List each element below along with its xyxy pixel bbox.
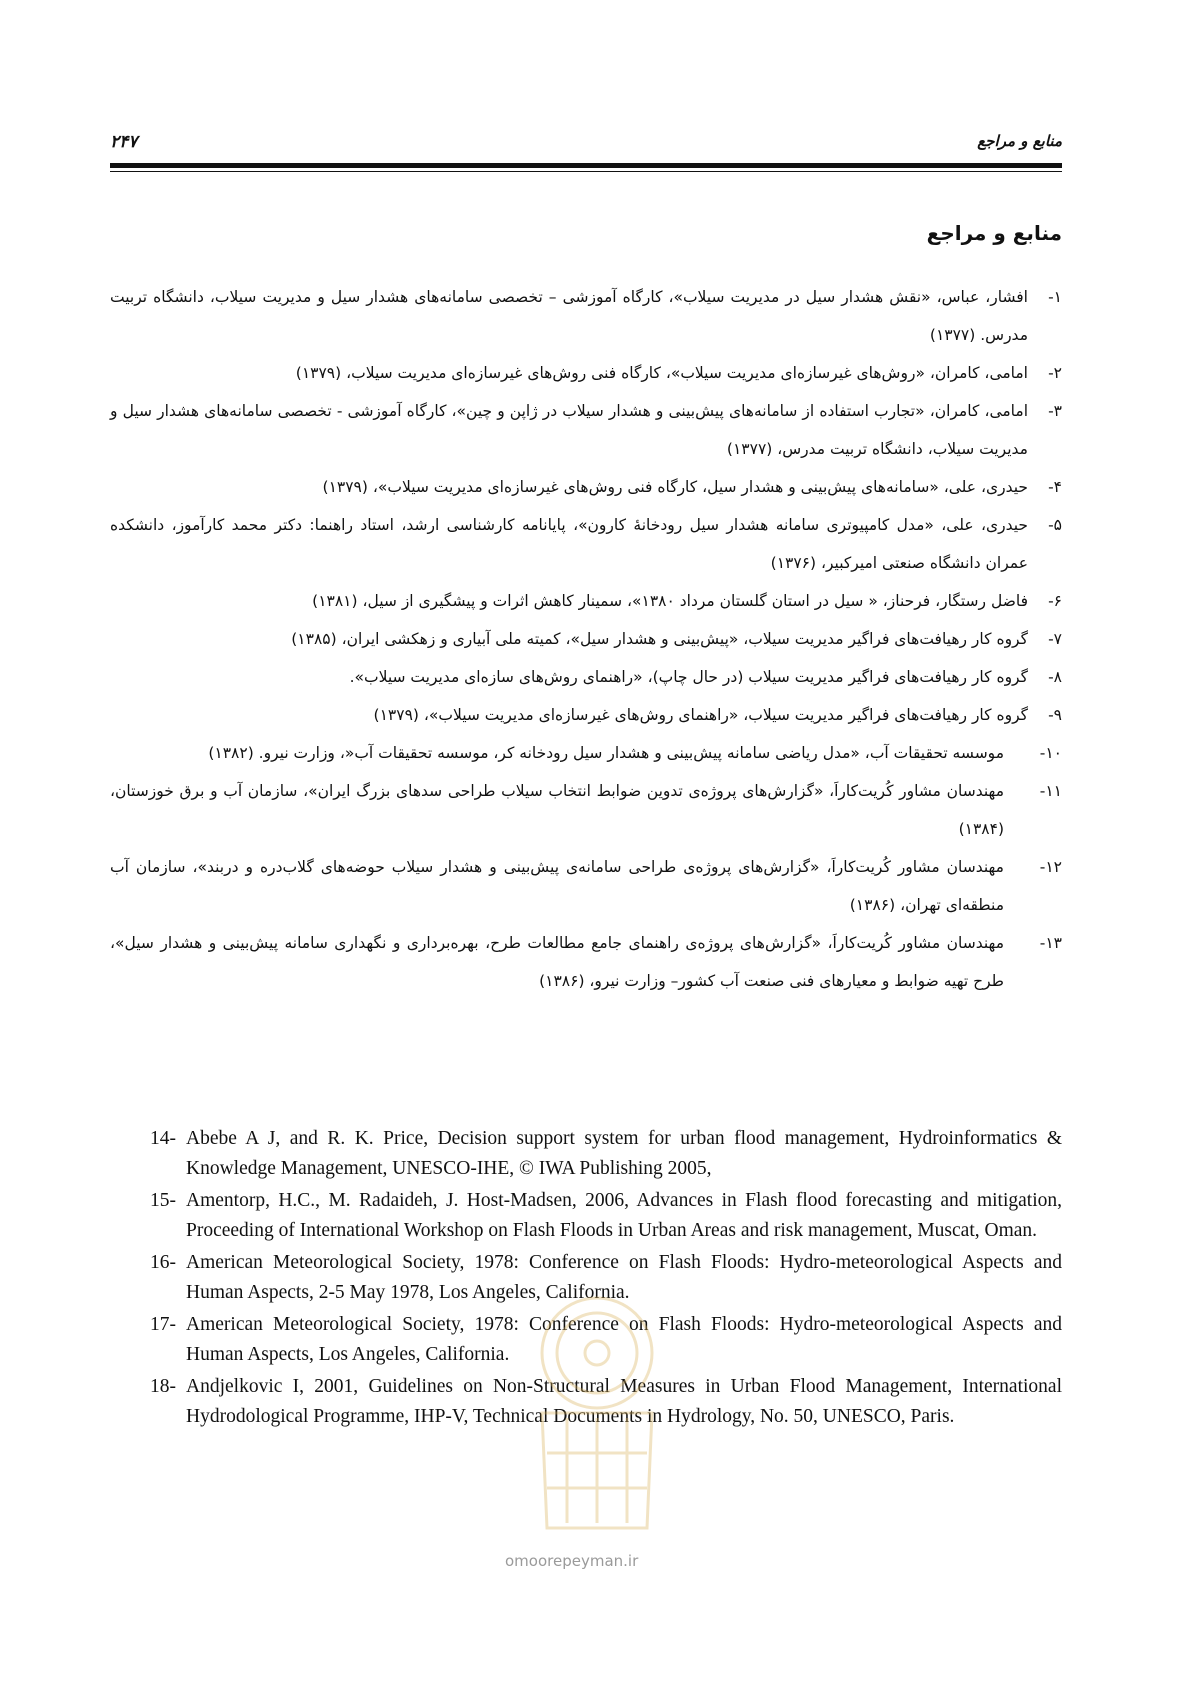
- reference-item: [110, 696, 1062, 734]
- reference-number: ۸-: [1048, 668, 1062, 686]
- reference-number: ۱۲-: [1039, 858, 1062, 876]
- reference-number: 18-: [150, 1376, 176, 1397]
- reference-item: [110, 924, 1062, 1000]
- reference-text: مهندسان مشاور کُریت‌کاراَ، «گزارش‌های پروژه‌ی راهنمای جامع مطالعات طرح، بهره‌برداری و نگهداری سامانه پیش‌بینی و هشدار سیل»، طرح تهیه ضوابط و معیارهای فنی صنعت آب کشور– وزارت نیرو، (۱۳۸۶): [110, 934, 1004, 990]
- reference-number: ۵-: [1048, 516, 1062, 534]
- reference-text: American Meteorological Society, 1978: Conference on Flash Floods: Hydro-meteorological Aspects and Human Aspects, Los Angeles, California.: [186, 1314, 1062, 1365]
- reference-item: [110, 582, 1062, 620]
- reference-item: [110, 392, 1062, 468]
- reference-text: حیدری، علی، «مدل کامپیوتری سامانه هشدار سیل رودخانهٔ کارون»، پایانامه کارشناسی ارشد، استاد راهنما: دکتر محمد کارآموز، دانشکده عمران دانشگاه صنعتی امیرکبیر، (۱۳۷۶): [110, 516, 1028, 572]
- reference-number: ۷-: [1048, 630, 1062, 648]
- reference-number: ۱-: [1048, 288, 1062, 306]
- reference-number: ۹-: [1048, 706, 1062, 724]
- reference-number: ۱۱-: [1039, 782, 1062, 800]
- reference-item: [110, 468, 1062, 506]
- reference-text: گروه کار رهیافت‌های فراگیر مدیریت سیلاب، «راهنمای روش‌های غیرسازه‌ای مدیریت سیلاب»، (۱۳۷۹): [373, 706, 1028, 724]
- reference-number: 17-: [150, 1314, 176, 1335]
- watermark-url: omoorepeyman.ir: [505, 1552, 639, 1570]
- reference-item: [110, 734, 1062, 772]
- reference-item: [110, 772, 1062, 848]
- persian-reference-list: [110, 278, 1062, 1000]
- reference-number: ۱۳-: [1039, 934, 1062, 952]
- reference-number: 14-: [150, 1128, 176, 1149]
- reference-item: [110, 278, 1062, 354]
- reference-text: موسسه تحقیقات آب، «مدل ریاضی سامانه پیش‌بینی و هشدار سیل رودخانه کر، موسسه تحقیقات آب«، وزارت نیرو. (۱۳۸۲): [208, 744, 1004, 762]
- reference-item: [110, 354, 1062, 392]
- reference-item: [110, 658, 1062, 696]
- reference-text: مهندسان مشاور کُریت‌کاراَ، «گزارش‌های پروژه‌ی تدوین ضوابط انتخاب سیلاب طراحی سدهای بزرگ ایران»، سازمان آب و برق خوزستان، (۱۳۸۴): [110, 782, 1004, 838]
- reference-text: Amentorp, H.C., M. Radaideh, J. Host-Madsen, 2006, Advances in Flash flood forecasting and mitigation, Proceeding of International Workshop on Flash Floods in Urban Areas and risk management, Muscat, Oman.: [186, 1190, 1062, 1241]
- reference-text: American Meteorological Society, 1978: Conference on Flash Floods: Hydro-meteorological Aspects and Human Aspects, 2-5 May 1978, Los Angeles, California.: [186, 1252, 1062, 1303]
- reference-text: مهندسان مشاور کُریت‌کاراَ، «گزارش‌های پروژه‌ی طراحی سامانه‌ی پیش‌بینی و هشدار سیلاب حوضه‌های گلاب‌دره و دربند»، سازمان آب منطقه‌ای تهران، (۱۳۸۶): [110, 858, 1004, 914]
- reference-item: [110, 620, 1062, 658]
- gear-seal-icon: [497, 1283, 697, 1563]
- reference-item: [150, 1124, 1062, 1184]
- header-rule-thin: [110, 171, 1062, 172]
- reference-number: ۳-: [1048, 402, 1062, 420]
- reference-item: [150, 1186, 1062, 1246]
- section-title: منابع و مراجع: [926, 221, 1062, 245]
- page-number: ۲۴۷: [110, 132, 138, 152]
- reference-text: حیدری، علی، «سامانه‌های پیش‌بینی و هشدار سیل، کارگاه فنی روش‌های غیرسازه‌ای مدیریت سیلاب»، (۱۳۷۹): [322, 478, 1028, 496]
- reference-item: [110, 506, 1062, 582]
- reference-number: 16-: [150, 1252, 176, 1273]
- reference-number: 15-: [150, 1190, 176, 1211]
- reference-text: فاضل رستگار، فرحناز، « سیل در استان گلستان مرداد ۱۳۸۰»، سمینار کاهش اثرات و پیشگیری از سیل، (۱۳۸۱): [312, 592, 1028, 610]
- reference-number: ۴-: [1048, 478, 1062, 496]
- reference-number: ۶-: [1048, 592, 1062, 610]
- reference-text: گروه کار رهیافت‌های فراگیر مدیریت سیلاب (در حال چاپ)، «راهنمای روش‌های سازه‌ای مدیریت سیلاب».: [349, 668, 1028, 686]
- page-header: [110, 132, 1062, 160]
- reference-item: [110, 848, 1062, 924]
- reference-text: افشار، عباس، «نقش هشدار سیل در مدیریت سیلاب»، کارگاه آموزشی – تخصصی سامانه‌های هشدار سیل و مدیریت سیلاب، دانشگاه تربیت مدرس. (۱۳۷۷): [110, 288, 1028, 344]
- header-rule-thick: [110, 163, 1062, 168]
- reference-text: گروه کار رهیافت‌های فراگیر مدیریت سیلاب، «پیش‌بینی و هشدار سیل»، کمیته ملی آبیاری و زهکشی ایران، (۱۳۸۵): [291, 630, 1028, 648]
- reference-number: ۲-: [1048, 364, 1062, 382]
- reference-number: ۱۰-: [1039, 744, 1062, 762]
- reference-text: Abebe A J, and R. K. Price, Decision support system for urban flood management, Hydroinformatics & Knowledge Management, UNESCO-IHE, © IWA Publishing 2005,: [186, 1128, 1062, 1179]
- running-title: منابع و مراجع: [977, 132, 1062, 150]
- reference-text: امامی، کامران، «روش‌های غیرسازه‌ای مدیریت سیلاب»، کارگاه فنی روش‌های غیرسازه‌ای مدیریت سیلاب، (۱۳۷۹): [295, 364, 1028, 382]
- reference-text: Andjelkovic I, 2001, Guidelines on Non-Structural Measures in Urban Flood Management, International Hydrodological Programme, IHP-V, Technical Documents in Hydrology, No. 50, UNESCO, Paris.: [186, 1376, 1062, 1427]
- reference-text: امامی، کامران، «تجارب استفاده از سامانه‌های پیش‌بینی و هشدار سیلاب در ژاپن و چین»، کارگاه آموزشی - تخصصی سامانه‌های هشدار سیل و مدیریت سیلاب، دانشگاه تربیت مدرس، (۱۳۷۷): [110, 402, 1028, 458]
